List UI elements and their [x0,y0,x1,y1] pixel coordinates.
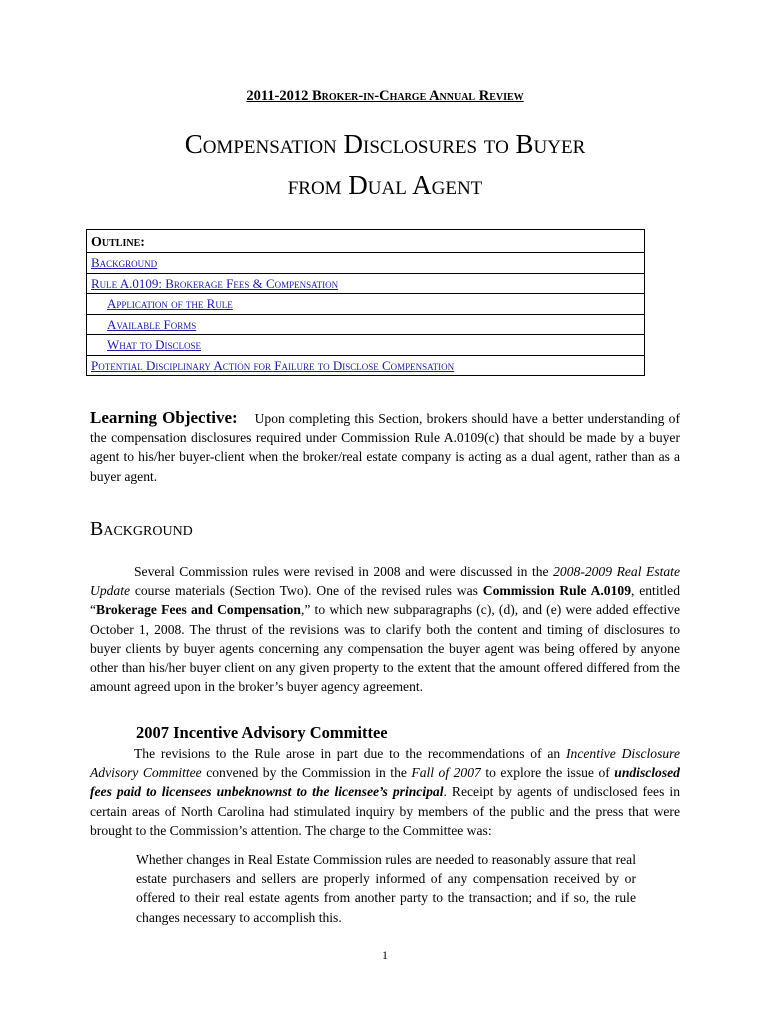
text-run: The revisions to the Rule arose in part due to the recommendations of an [134,746,567,761]
text-run-bold: Brokerage Fees and Compensation [96,602,301,618]
outline-link-disciplinary-action[interactable]: Potential Disciplinary Action for Failure to Disclose Compensation [91,357,455,373]
learning-objective-text: Upon completing this Section, brokers should have a better understanding of the compensation disclosures required under Commission Rule A.0109(c) that should be made by a buyer agent to his/her buyer-client when the broker/real estate company is acting as a dual agent, rather than as a buyer agent. [90,411,681,484]
outline-item [87,253,644,274]
text-run-italic: Fall of 2007 [411,765,481,781]
outline-item [87,294,644,315]
outline-item [87,335,644,356]
outline-link-rule-a0109[interactable]: Rule A.0109: Brokerage Fees & Compensation [91,275,339,291]
outline-link-available-forms[interactable]: Available Forms [107,316,197,332]
outline-item [87,315,644,336]
title-line-2: from Dual Agent [287,170,483,200]
text-run: , entitled “ [90,583,680,618]
outline-box [86,229,645,376]
background-paragraph [90,562,680,696]
outline-item [87,274,644,295]
text-run: Several Commission rules were revised in 2008 and were discussed in the [134,564,554,579]
learning-objective [90,408,680,486]
text-run-bold: Commission Rule A.0109 [482,583,631,599]
outline-label: Outline: [87,230,644,253]
text-run-italic: 2008-2009 Real Estate Update [90,564,680,599]
outline-item [87,356,644,376]
text-run: course materials (Section Two). One of the revised rules was [130,583,483,599]
text-run: . Receipt by agents of undisclosed fees in certain areas of North Carolina had stimulated inquiry by members of the public and the press that were brought to the Commission’s attention. The charge to the Committee was: [90,784,680,838]
committee-heading: 2007 Incentive Advisory Committee [136,723,388,742]
background-heading: Background [90,518,193,540]
text-run-bold-italic: undisclosed fees paid to licensees unbeknownst to the licensee’s principal [90,765,680,800]
outline-link-background[interactable]: Background [91,255,158,270]
text-run-italic: Incentive Disclosure Advisory Committee [90,746,681,781]
committee-paragraph [90,744,680,840]
outline-link-application[interactable]: Application of the Rule [107,296,233,311]
page-number: 1 [382,948,388,962]
document-title [0,124,770,206]
text-run: ,” to which new subparagraphs (c), (d), and (e) were added effective October 1, 2008. The thrust of the revisions was to clarify both the content and timing of disclosures to buyer clients by buyer agents concerning any compensation the buyer agent was being offered by anyone other than his/her buyer client on any given property to the extent that the amount offered differed from the amount agreed upon in the broker’s buyer agency agreement. [90,602,680,695]
title-line-1: Compensation Disclosures to Buyer [184,129,586,159]
committee-charge-quote: Whether changes in Real Estate Commission rules are needed to reasonably assure that real estate purchasers and sellers are properly informed of any compensation received by or offered to their real estate agents from another party to the transaction; and if so, the rule changes necessary to accomplish this. [136,852,636,925]
learning-objective-label: Learning Objective: [90,408,238,427]
text-run: to explore the issue of [480,765,615,781]
review-header: 2011-2012 Broker-in-Charge Annual Review [246,88,524,104]
outline-link-what-to-disclose[interactable]: What to Disclose [107,337,201,352]
text-run: convened by the Commission in the [201,765,412,781]
